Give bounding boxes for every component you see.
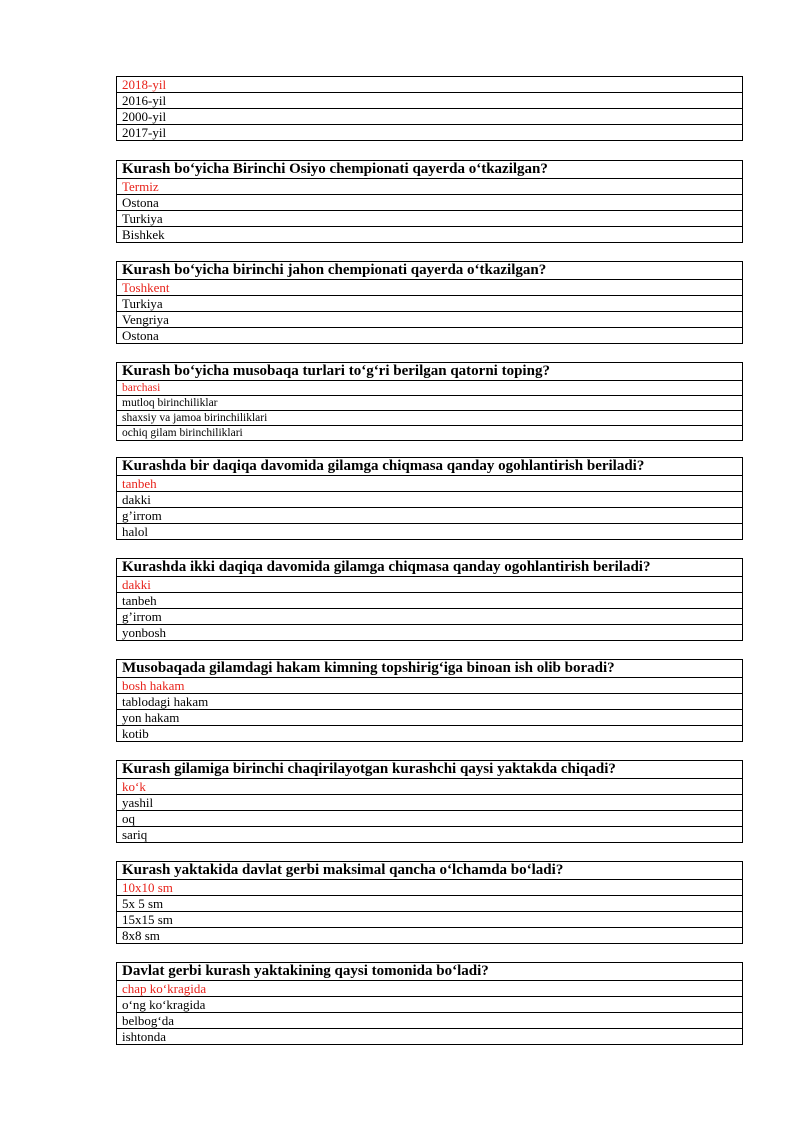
answer-option: shaxsiy va jamoa birinchiliklari	[117, 411, 743, 426]
question-text: Kurash yaktakida davlat gerbi maksimal qancha o‘lchamda bo‘ladi?	[117, 862, 743, 880]
question-table	[116, 558, 743, 641]
question-table	[116, 160, 743, 243]
answer-option: ochiq gilam birinchiliklari	[117, 426, 743, 441]
answer-option: belbog‘da	[117, 1013, 743, 1029]
answer-option: sariq	[117, 827, 743, 843]
answer-option: mutloq birinchiliklar	[117, 396, 743, 411]
answer-option: tanbeh	[117, 593, 743, 609]
correct-answer: dakki	[117, 577, 743, 593]
answer-option: g’irrom	[117, 609, 743, 625]
question-table	[116, 861, 743, 944]
correct-answer: 10x10 sm	[117, 880, 743, 896]
question-table	[116, 659, 743, 742]
answer-option: Turkiya	[117, 296, 743, 312]
question-table	[116, 261, 743, 344]
question-text: Davlat gerbi kurash yaktakining qaysi tomonida bo‘ladi?	[117, 963, 743, 981]
answer-option: dakki	[117, 492, 743, 508]
answer-option: oq	[117, 811, 743, 827]
answer-option: Ostona	[117, 195, 743, 211]
question-text: Musobaqada gilamdagi hakam kimning topshirig‘iga binoan ish olib boradi?	[117, 660, 743, 678]
answer-option: 15x15 sm	[117, 912, 743, 928]
question-table	[116, 362, 743, 441]
answer-option: Bishkek	[117, 227, 743, 243]
correct-answer: Toshkent	[117, 280, 743, 296]
question-table	[116, 962, 743, 1045]
question-table	[116, 760, 743, 843]
answer-option: ishtonda	[117, 1029, 743, 1045]
correct-answer: tanbeh	[117, 476, 743, 492]
question-text: Kurash bo‘yicha Birinchi Osiyo chempionati qayerda o‘tkazilgan?	[117, 161, 743, 179]
question-text: Kurashda ikki daqiqa davomida gilamga chiqmasa qanday ogohlantirish beriladi?	[117, 559, 743, 577]
answer-option: Ostona	[117, 328, 743, 344]
answer-option: halol	[117, 524, 743, 540]
answer-option: 2017-yil	[117, 125, 743, 141]
correct-answer: barchasi	[117, 381, 743, 396]
question-text: Kurash bo‘yicha birinchi jahon chempionati qayerda o‘tkazilgan?	[117, 262, 743, 280]
answer-option: o‘ng ko‘kragida	[117, 997, 743, 1013]
answer-option: tablodagi hakam	[117, 694, 743, 710]
question-text: Kurash gilamiga birinchi chaqirilayotgan kurashchi qaysi yaktakda chiqadi?	[117, 761, 743, 779]
answer-option: g’irrom	[117, 508, 743, 524]
answer-option: 8x8 sm	[117, 928, 743, 944]
correct-answer: chap ko‘kragida	[117, 981, 743, 997]
answer-option: kotib	[117, 726, 743, 742]
correct-answer: Termiz	[117, 179, 743, 195]
answer-option: 5x 5 sm	[117, 896, 743, 912]
question-text: Kurash bo‘yicha musobaqa turlari to‘g‘ri berilgan qatorni toping?	[117, 363, 743, 381]
answer-option: Turkiya	[117, 211, 743, 227]
answer-option: 2016-yil	[117, 93, 743, 109]
answer-option: 2000-yil	[117, 109, 743, 125]
answer-option: Vengriya	[117, 312, 743, 328]
correct-answer: bosh hakam	[117, 678, 743, 694]
answer-options-table	[116, 76, 743, 141]
answer-option: yashil	[117, 795, 743, 811]
answer-option: yonbosh	[117, 625, 743, 641]
correct-answer: ko‘k	[117, 779, 743, 795]
answer-option: yon hakam	[117, 710, 743, 726]
question-text: Kurashda bir daqiqa davomida gilamga chiqmasa qanday ogohlantirish beriladi?	[117, 458, 743, 476]
correct-answer: 2018-yil	[117, 77, 743, 93]
question-table	[116, 457, 743, 540]
